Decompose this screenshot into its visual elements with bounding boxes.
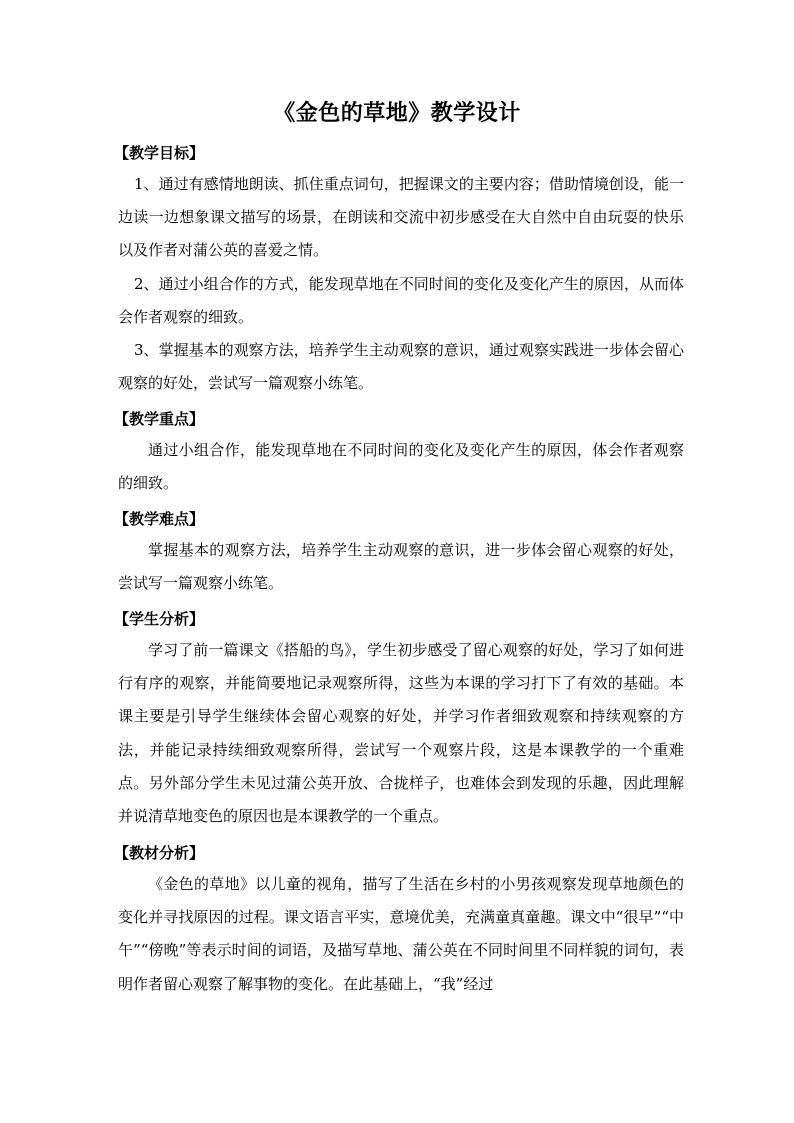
objective-item-1: 1、通过有感情地朗读、抓住重点词句，把握课文的主要内容；借助情境创设，能一边读一边想象课文描写的场景，在朗读和交流中初步感受在大自然中自由玩耍的快乐以及作者对蒲公英的喜爱之情。 [118,175,684,260]
objective-item-3: 3、掌握基本的观察方法，培养学生主动观察的意识，通过观察实践进一步体会留心观察的好处，尝试写一篇观察小练笔。 [118,341,684,393]
heading-material-analysis: 【教材分析】 [114,844,205,862]
heading-key-points: 【教学重点】 [114,410,205,428]
document-title: 《金色的草地》教学设计 [273,101,521,126]
difficulties-text: 掌握基本的观察方法，培养学生主动观察的意识，进一步体会留心观察的好处，尝试写一篇观察小练笔。 [118,541,684,593]
heading-student-analysis: 【学生分析】 [114,610,205,628]
heading-difficulties: 【教学难点】 [114,510,205,528]
key-points-text: 通过小组合作，能发现草地在不同时间的变化及变化产生的原因，体会作者观察的细致。 [118,441,684,493]
student-analysis-text: 学习了前一篇课文《搭船的鸟》，学生初步感受了留心观察的好处，学习了如何进行有序的观察，并能简要地记录观察所得，这些为本课的学习打下了有效的基础。本课主要是引导学生继续体会留心观察的好处，并学习作者细致观察和持续观察的方法，并能记录持续细致观察所得，尝试写一个观察片段，这是本课教学的一个重难点。另外部分学生未见过蒲公英开放、合拢样子，也难体会到发现的乐趣，因此理解并说清草地变色的原因也是本课教学的一个重点。 [118,641,684,826]
heading-objectives: 【教学目标】 [114,144,205,162]
objective-item-2: 2、通过小组合作的方式，能发现草地在不同时间的变化及变化产生的原因，从而体会作者观察的细致。 [118,275,684,327]
material-analysis-text: 《金色的草地》以儿童的视角，描写了生活在乡村的小男孩观察发现草地颜色的变化并寻找原因的过程。课文语言平实，意境优美，充满童真童趣。课文中“很早”“中午”“傍晚”等表示时间的词语，及描写草地、蒲公英在不同时间里不同样貌的词句，表明作者留心观察了解事物的变化。在此基础上，“我”经过 [118,875,684,993]
